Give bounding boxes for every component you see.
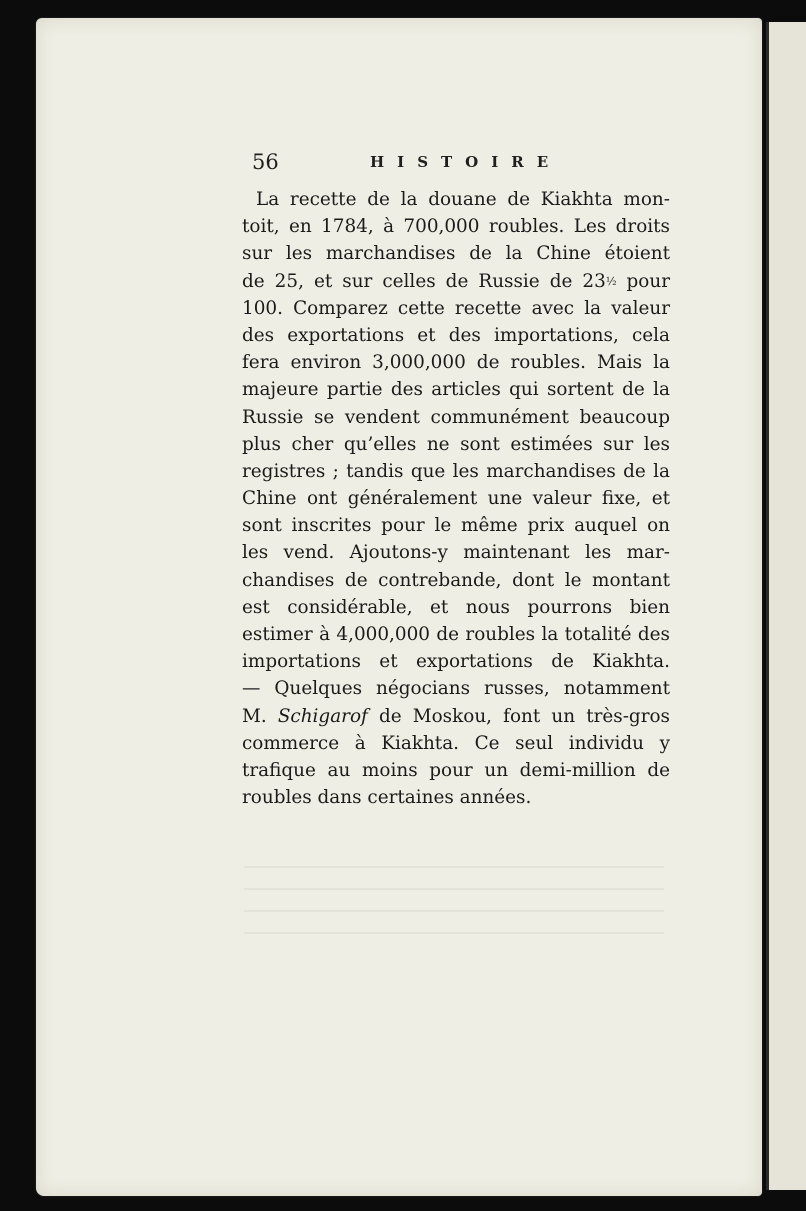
text-line: Chine ont généralement une valeur fixe, et xyxy=(242,488,670,510)
text-segment: de 25, et sur celles de Russie de 23 xyxy=(242,270,606,292)
fraction: ½ xyxy=(605,274,617,288)
text-line: roubles dans certaines années. xyxy=(242,787,532,809)
text-line: commerce à Kiakhta. Ce seul individu y xyxy=(242,732,670,754)
text-line: 100. Comparez cette recette avec la valeur xyxy=(242,297,670,319)
text-line: sur les marchandises de la Chine étoient xyxy=(242,243,670,265)
text-segment: de Moskou, font un très-gros xyxy=(367,705,670,727)
text-segment: pour xyxy=(616,270,670,292)
text-line: estimer à 4,000,000 de roubles la totalité des xyxy=(242,624,670,645)
text-line: registres ; tandis que les marchandises de la xyxy=(242,460,670,482)
adjacent-page-edge xyxy=(766,22,806,1190)
text-line: fera environ 3,000,000 de roubles. Mais la xyxy=(242,352,670,374)
text-line: des exportations et des importations, cela xyxy=(242,324,670,346)
text-line: sont inscrites pour le même prix auquel on xyxy=(242,515,670,537)
running-title: HISTOIRE xyxy=(370,153,562,171)
page-number: 56 xyxy=(252,150,279,174)
text-line: Russie se vendent communément beaucoup xyxy=(242,406,670,428)
text-line: plus cher qu’elles ne sont estimées sur les xyxy=(242,433,670,455)
text-line: majeure partie des articles qui sortent de la xyxy=(242,379,670,401)
body-text xyxy=(242,186,670,811)
page-header xyxy=(252,150,672,178)
text-line: trafique au moins pour un demi-million de xyxy=(242,759,670,781)
text-line xyxy=(242,268,670,295)
text-line: est considérable, et nous pourrons bien xyxy=(242,596,670,618)
text-line: importations et exportations de Kiakhta. xyxy=(242,651,670,673)
text-line: La recette de la douane de Kiakhta mon- xyxy=(256,189,670,210)
text-segment: M. xyxy=(242,705,278,727)
text-line: — Quelques négocians russes, notamment xyxy=(242,678,670,700)
text-line xyxy=(242,703,670,730)
italic-name: Schigarof xyxy=(277,705,368,727)
text-line: chandises de contrebande, dont le montant xyxy=(242,569,670,591)
text-line: les vend. Ajoutons-y maintenant les mar- xyxy=(242,542,670,564)
text-line: toit, en 1784, à 700,000 roubles. Les droits xyxy=(242,216,670,238)
show-through-text xyxy=(244,866,664,936)
